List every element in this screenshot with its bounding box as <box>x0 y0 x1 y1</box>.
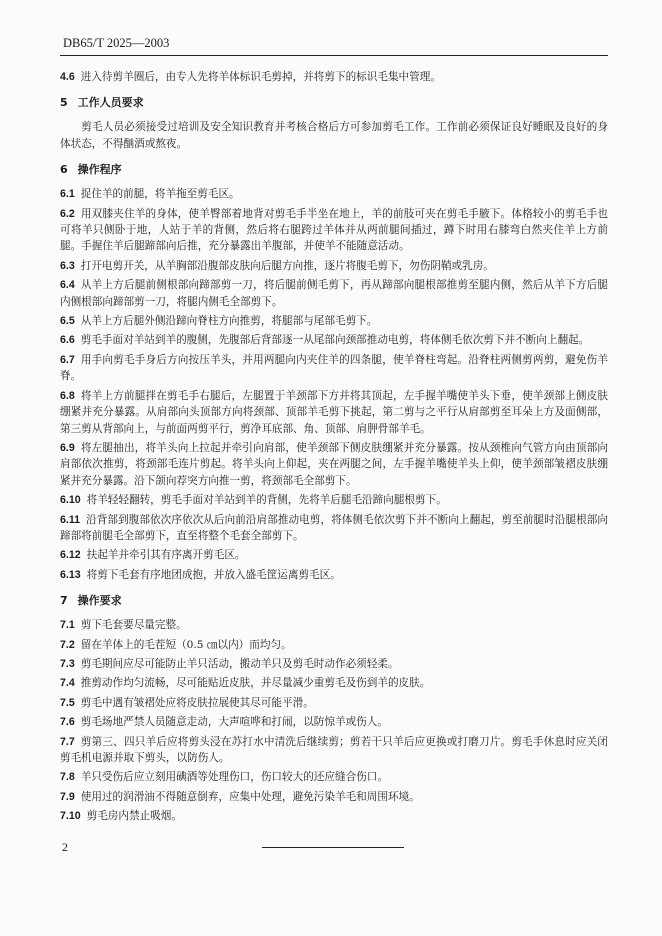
clause-text: 使用过的润滑油不得随意倒弃，应集中处理，避免污染羊毛和周围环境。 <box>80 790 420 803</box>
clause-item <box>60 567 608 583</box>
clause-number: 7.9 <box>60 790 75 803</box>
clause-item <box>60 332 608 348</box>
clause-text: 剪毛房内禁止吸烟。 <box>86 810 182 823</box>
clause-number: 6.11 <box>60 513 81 526</box>
clause-item <box>60 277 608 310</box>
clause-number: 6.5 <box>60 315 75 328</box>
clause-item <box>60 388 608 437</box>
clause-item <box>60 617 608 633</box>
clause-text: 捉住羊的前腿，将羊拖至剪毛区。 <box>80 188 240 201</box>
clause-text: 从羊上方后腿外侧沿蹄向脊柱方向推剪，将腿部与尾部毛剪下。 <box>80 315 378 328</box>
clause-text: 用手向剪毛手身后方向按压羊头，并用两腿向内夹住羊的四条腿，使羊脊柱弯起。沿脊柱两侧剪两剪，避免伤羊脊。 <box>60 353 608 383</box>
clause-number: 6.1 <box>60 188 75 201</box>
clause-text: 推剪动作均匀流畅，尽可能贴近皮肤，并尽量减少重剪毛及伤到羊的皮肤。 <box>80 677 431 690</box>
clause-text: 进入待剪羊圈后，由专人先将羊体标识毛剪掉，并将剪下的标识毛集中管理。 <box>80 71 441 83</box>
clause-item <box>60 258 608 274</box>
section-number: 5 <box>60 96 68 110</box>
clause-number: 6.9 <box>60 441 75 454</box>
clause-text: 将剪下毛套有序地团成抱，并放入盛毛筐运离剪毛区。 <box>86 568 341 581</box>
clause-item <box>60 352 608 385</box>
section-number: 6 <box>60 163 68 177</box>
clause-text: 剪第三、四只羊后应将剪头浸在苏打水中清洗后继续剪；剪若干只羊后应更换或打磨刀片。剪毛手休息时应关闭剪毛机电源并取下剪头，以防伤人。 <box>60 735 608 764</box>
section-heading <box>60 162 608 178</box>
clause-text: 将羊轻轻翻转，剪毛手面对羊站到羊的背侧，先将羊后腿毛沿蹄向腿根剪下。 <box>86 494 447 507</box>
clause-item <box>60 734 608 767</box>
clause-number: 6.10 <box>60 494 81 507</box>
clause-text: 剪毛中遇有皱褶处应将皮肤拉展使其尽可能平滑。 <box>80 696 314 709</box>
clause-number: 6.12 <box>60 549 81 562</box>
clause-number: 6.3 <box>60 259 75 272</box>
clause-number: 6.6 <box>60 334 75 347</box>
clause-text: 沿背部到腹部依次序依次从后向前沿肩部推动电剪，将体侧毛依次剪下并不断向上翻起，剪至前腿时沿腿根部向蹄部将前腿毛全部剪下，直至将整个毛套全部剪下。 <box>60 513 608 542</box>
section-heading <box>60 593 608 609</box>
clause-text: 用双膝夹住羊的身体，使羊臀部着地背对剪毛手半坐在地上，羊的前肢可夹在剪毛手腋下。体格较小的剪毛手也可将羊只侧卧于地，人站于羊的背侧，然后将右腿跨过羊体并从两前腿间插过，蹲下时用右膝弯白然夹住羊上方前腿。手握住羊后腿蹄部向后推，充分暴露出羊腹部，并使羊不能随意活动。 <box>60 207 608 253</box>
footer-rule <box>262 847 404 848</box>
clause-number: 6.4 <box>60 279 75 292</box>
clause-item <box>60 186 608 202</box>
clause-number: 6.7 <box>60 353 75 366</box>
clause-number: 7.3 <box>60 657 75 670</box>
clause-text: 扶起羊并牵引其有序离开剪毛区。 <box>86 549 246 562</box>
document-body <box>60 66 608 825</box>
clause-item <box>60 440 608 489</box>
clause-item <box>60 714 608 730</box>
clause-text: 剪毛期间应尽可能防止羊只活动，搬动羊只及剪毛时动作必须轻柔。 <box>80 657 399 670</box>
clause-text: 剪毛手面对羊站到羊的腹侧，先腹部后背部逐一从尾部向颈部推动电剪，将体侧毛依次剪下并不断向上翻起。 <box>80 334 590 347</box>
section-title: 工作人员要求 <box>77 96 144 110</box>
section-heading <box>60 95 608 111</box>
clause-number: 7.4 <box>60 677 75 690</box>
clause-item <box>60 808 608 824</box>
clause-item <box>60 313 608 329</box>
page-number: 2 <box>62 840 68 854</box>
clause-text: 从羊上方后腿前侧根部向蹄部剪一刀，将后腿前侧毛剪下，再从蹄部向腿根部推剪至腿内侧，然后从羊下方后腿内侧根部向蹄部剪一刀，将腿内侧毛全部剪下。 <box>60 279 608 308</box>
clause-text: 剪毛场地严禁人员随意走动，大声喧哗和打闹，以防惊羊或伤人。 <box>80 716 388 729</box>
clause-text: 留在羊体上的毛茬短（0.5 ㎝以内）而均匀。 <box>80 638 292 651</box>
clause-item <box>60 206 608 255</box>
clause-item <box>60 675 608 691</box>
clause-text: 剪下毛套要尽量完整。 <box>80 619 187 632</box>
clause-item <box>60 512 608 545</box>
section-number: 7 <box>60 594 68 608</box>
clause-item <box>60 637 608 653</box>
clause-number: 7.7 <box>60 735 75 748</box>
standard-code: DB65/T 2025—2003 <box>63 36 170 50</box>
clause-item <box>60 656 608 672</box>
clause-number: 7.8 <box>60 771 75 784</box>
clause-item <box>60 695 608 711</box>
clause-number: 7.10 <box>60 810 81 823</box>
clause-text: 将左腿抽出，将羊头向上拉起并牵引向肩部，使羊颈部下侧皮肤绷紧并充分暴露。按从颈椎向气管方向由顶部向肩部依次推剪，将颈部毛连片剪起。将羊头向上仰起，夹在两腿之间，左手握羊嘴使羊头上仰，使羊颈部皱褶皮肤绷紧并充分暴露。沿下颌向荐突方向推一剪，将颈部毛全部剪下。 <box>60 441 608 487</box>
clause-item <box>60 69 608 85</box>
section-title: 操作程序 <box>77 163 122 177</box>
section-title: 操作要求 <box>77 594 122 608</box>
clause-text: 打开电剪开关，从羊胸部沿腹部皮肤向后腿方向推，逐片将腹毛剪下，勿伤阴鞘或乳房。 <box>80 259 494 272</box>
clause-number: 7.6 <box>60 716 75 729</box>
clause-number: 6.8 <box>60 389 75 402</box>
clause-number: 7.5 <box>60 696 75 709</box>
clause-number: 6.2 <box>60 207 75 220</box>
header-rule <box>60 55 608 56</box>
clause-number: 6.13 <box>60 568 81 581</box>
clause-item <box>60 492 608 508</box>
paragraph: 剪毛人员必须接受过培训及安全知识教育并考核合格后方可参加剪毛工作。工作前必须保证良好睡眠及良好的身体状态，不得酗酒或熬夜。 <box>60 121 608 150</box>
clause-text: 羊只受伤后应立刻用碘酒等处理伤口，伤口较大的还应缝合伤口。 <box>80 771 388 784</box>
clause-number: 7.2 <box>60 638 75 651</box>
clause-number: 4.6 <box>60 71 75 83</box>
clause-item <box>60 769 608 785</box>
clause-number: 7.1 <box>60 619 75 632</box>
clause-item <box>60 547 608 563</box>
clause-text: 将羊上方前腿拌在剪毛手右腿后，左腿置于羊颈部下方并将其顶起，左手握羊嘴使羊头下垂，使羊颈部上侧皮肤绷紧并充分暴露。从肩部向头顶部方向将颈部、顶部羊毛剪下挑起，第二剪与之平行从肩部剪至耳朵上方及面侧部，第三剪从背部向上，与前面两剪平行，剪净耳底部、角、顶部、肩胛骨部羊毛。 <box>60 389 608 435</box>
clause-item <box>60 789 608 805</box>
